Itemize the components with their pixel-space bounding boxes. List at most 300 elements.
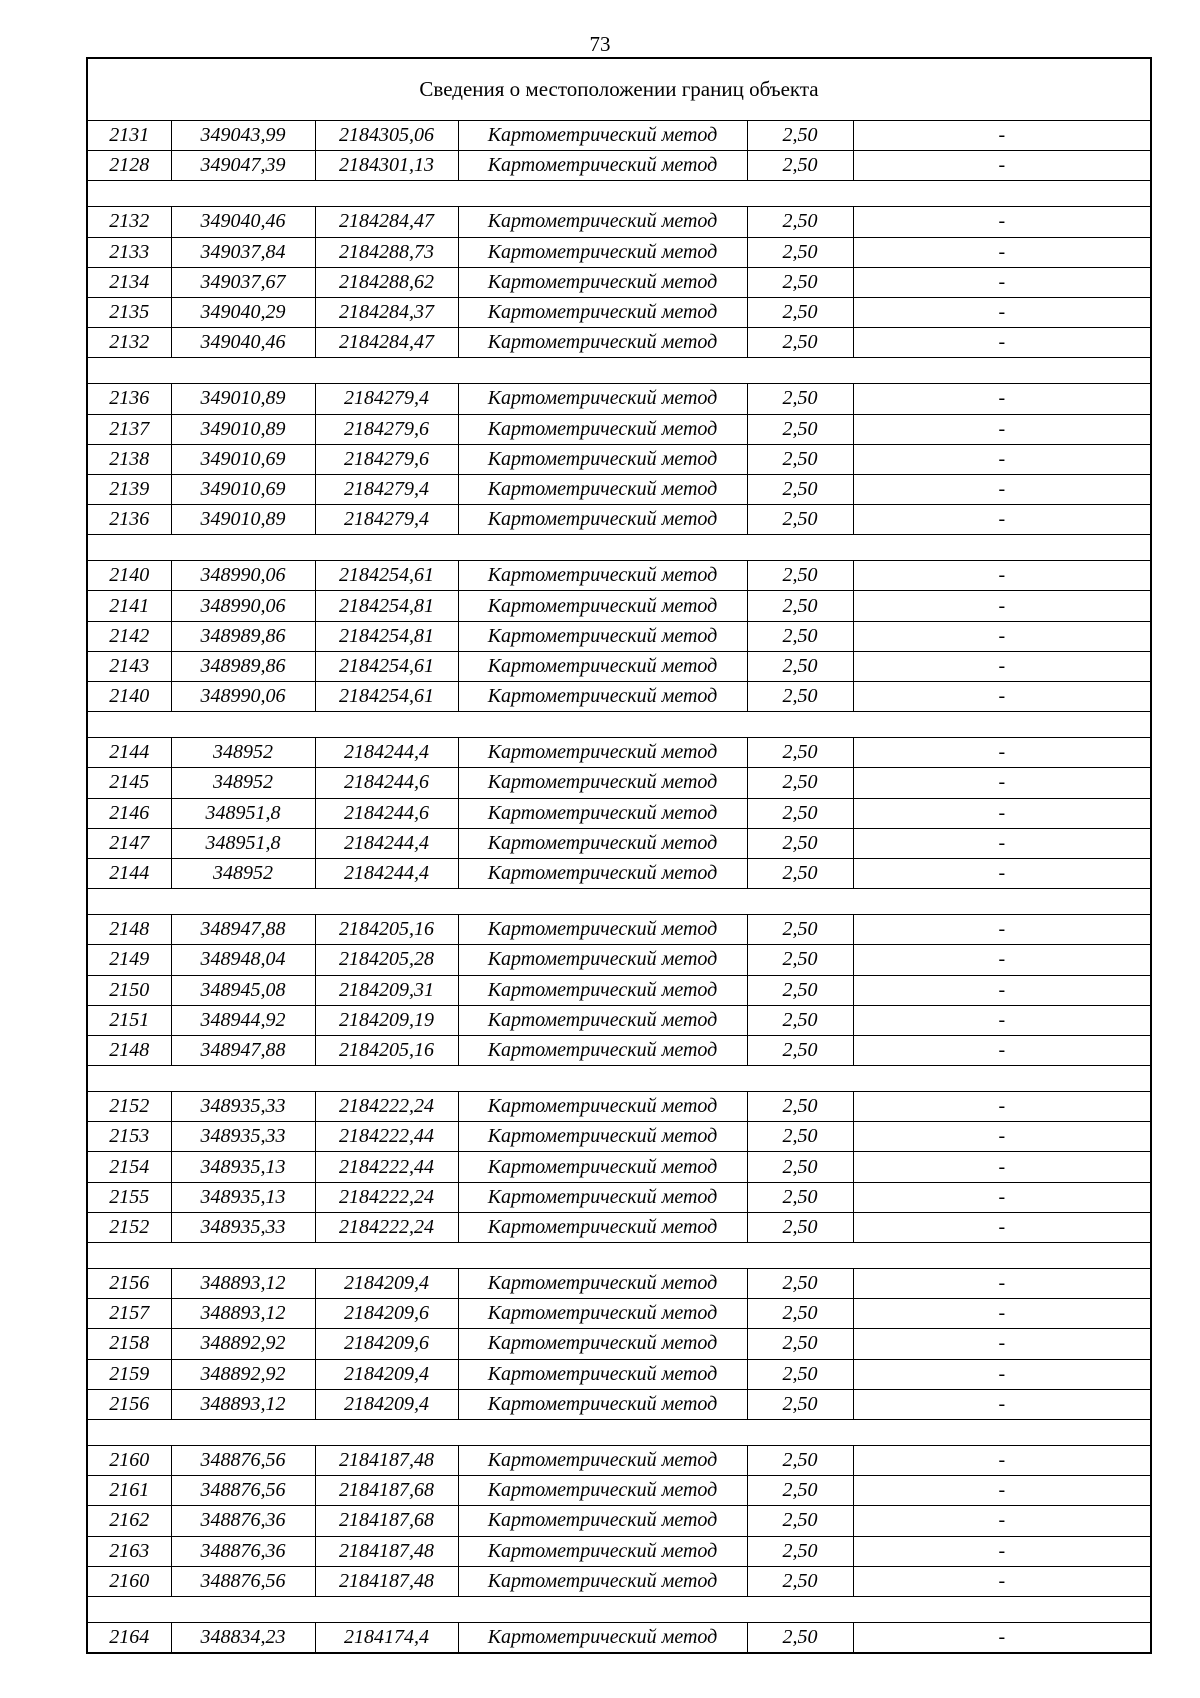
point-number-cell: 2135 — [87, 297, 171, 327]
accuracy-cell: 2,50 — [747, 768, 853, 798]
x-coordinate-cell: 348876,56 — [171, 1566, 315, 1596]
table-row — [87, 505, 1151, 535]
point-number-cell: 2132 — [87, 207, 171, 237]
note-cell: - — [853, 414, 1151, 444]
note-cell: - — [853, 858, 1151, 888]
accuracy-cell: 2,50 — [747, 1092, 853, 1122]
y-coordinate-cell: 2184254,81 — [315, 621, 458, 651]
note-cell: - — [853, 1212, 1151, 1242]
x-coordinate-cell: 349010,89 — [171, 384, 315, 414]
note-cell: - — [853, 828, 1151, 858]
spacer-row — [87, 1419, 1151, 1445]
spacer-cell — [87, 1066, 1151, 1092]
note-cell: - — [853, 207, 1151, 237]
note-cell: - — [853, 1269, 1151, 1299]
method-cell: Картометрический метод — [458, 1005, 747, 1035]
x-coordinate-cell: 348951,8 — [171, 798, 315, 828]
method-cell: Картометрический метод — [458, 1035, 747, 1065]
method-cell: Картометрический метод — [458, 768, 747, 798]
table-row — [87, 621, 1151, 651]
x-coordinate-cell: 348948,04 — [171, 945, 315, 975]
accuracy-cell: 2,50 — [747, 121, 853, 151]
spacer-row — [87, 181, 1151, 207]
y-coordinate-cell: 2184209,31 — [315, 975, 458, 1005]
point-number-cell: 2138 — [87, 444, 171, 474]
point-number-cell: 2151 — [87, 1005, 171, 1035]
spacer-row — [87, 358, 1151, 384]
spacer-row — [87, 712, 1151, 738]
accuracy-cell: 2,50 — [747, 798, 853, 828]
point-number-cell: 2137 — [87, 414, 171, 444]
table-row — [87, 207, 1151, 237]
method-cell: Картометрический метод — [458, 682, 747, 712]
y-coordinate-cell: 2184209,19 — [315, 1005, 458, 1035]
note-cell: - — [853, 1329, 1151, 1359]
table-row — [87, 297, 1151, 327]
y-coordinate-cell: 2184222,24 — [315, 1212, 458, 1242]
point-number-cell: 2158 — [87, 1329, 171, 1359]
note-cell: - — [853, 975, 1151, 1005]
x-coordinate-cell: 349037,67 — [171, 267, 315, 297]
table-row — [87, 561, 1151, 591]
method-cell: Картометрический метод — [458, 1122, 747, 1152]
note-cell: - — [853, 915, 1151, 945]
table-row — [87, 1566, 1151, 1596]
point-number-cell: 2156 — [87, 1269, 171, 1299]
y-coordinate-cell: 2184244,6 — [315, 798, 458, 828]
accuracy-cell: 2,50 — [747, 151, 853, 181]
note-cell: - — [853, 1476, 1151, 1506]
table-row — [87, 828, 1151, 858]
y-coordinate-cell: 2184305,06 — [315, 121, 458, 151]
accuracy-cell: 2,50 — [747, 1622, 853, 1653]
table-row — [87, 975, 1151, 1005]
point-number-cell: 2136 — [87, 384, 171, 414]
note-cell: - — [853, 474, 1151, 504]
note-cell: - — [853, 768, 1151, 798]
method-cell: Картометрический метод — [458, 328, 747, 358]
table-row — [87, 682, 1151, 712]
y-coordinate-cell: 2184222,24 — [315, 1182, 458, 1212]
accuracy-cell: 2,50 — [747, 444, 853, 474]
table-row — [87, 915, 1151, 945]
point-number-cell: 2128 — [87, 151, 171, 181]
y-coordinate-cell: 2184244,4 — [315, 858, 458, 888]
accuracy-cell: 2,50 — [747, 414, 853, 444]
point-number-cell: 2140 — [87, 682, 171, 712]
method-cell: Картометрический метод — [458, 444, 747, 474]
method-cell: Картометрический метод — [458, 1389, 747, 1419]
accuracy-cell: 2,50 — [747, 1269, 853, 1299]
accuracy-cell: 2,50 — [747, 505, 853, 535]
x-coordinate-cell: 348892,92 — [171, 1329, 315, 1359]
table-row — [87, 1122, 1151, 1152]
point-number-cell: 2136 — [87, 505, 171, 535]
y-coordinate-cell: 2184209,6 — [315, 1299, 458, 1329]
point-number-cell: 2156 — [87, 1389, 171, 1419]
note-cell: - — [853, 444, 1151, 474]
table-row — [87, 1005, 1151, 1035]
accuracy-cell: 2,50 — [747, 1389, 853, 1419]
note-cell: - — [853, 1035, 1151, 1065]
note-cell: - — [853, 1182, 1151, 1212]
point-number-cell: 2153 — [87, 1122, 171, 1152]
table-row — [87, 1152, 1151, 1182]
note-cell: - — [853, 1566, 1151, 1596]
x-coordinate-cell: 348876,56 — [171, 1476, 315, 1506]
accuracy-cell: 2,50 — [747, 828, 853, 858]
point-number-cell: 2144 — [87, 738, 171, 768]
y-coordinate-cell: 2184222,44 — [315, 1152, 458, 1182]
table-row — [87, 414, 1151, 444]
point-number-cell: 2141 — [87, 591, 171, 621]
note-cell: - — [853, 1445, 1151, 1475]
y-coordinate-cell: 2184279,4 — [315, 474, 458, 504]
x-coordinate-cell: 348951,8 — [171, 828, 315, 858]
table-row — [87, 1359, 1151, 1389]
x-coordinate-cell: 349043,99 — [171, 121, 315, 151]
spacer-cell — [87, 1419, 1151, 1445]
note-cell: - — [853, 1092, 1151, 1122]
table-row — [87, 1445, 1151, 1475]
method-cell: Картометрический метод — [458, 858, 747, 888]
table-row — [87, 768, 1151, 798]
method-cell: Картометрический метод — [458, 474, 747, 504]
x-coordinate-cell: 348834,23 — [171, 1622, 315, 1653]
x-coordinate-cell: 348990,06 — [171, 591, 315, 621]
accuracy-cell: 2,50 — [747, 945, 853, 975]
x-coordinate-cell: 348935,13 — [171, 1182, 315, 1212]
point-number-cell: 2160 — [87, 1445, 171, 1475]
x-coordinate-cell: 348989,86 — [171, 651, 315, 681]
y-coordinate-cell: 2184209,4 — [315, 1359, 458, 1389]
point-number-cell: 2144 — [87, 858, 171, 888]
note-cell: - — [853, 384, 1151, 414]
table-row — [87, 1389, 1151, 1419]
method-cell: Картометрический метод — [458, 621, 747, 651]
x-coordinate-cell: 349047,39 — [171, 151, 315, 181]
point-number-cell: 2133 — [87, 237, 171, 267]
table-row — [87, 945, 1151, 975]
y-coordinate-cell: 2184284,37 — [315, 297, 458, 327]
x-coordinate-cell: 348876,36 — [171, 1536, 315, 1566]
accuracy-cell: 2,50 — [747, 1359, 853, 1389]
table-row — [87, 591, 1151, 621]
method-cell: Картометрический метод — [458, 945, 747, 975]
spacer-row — [87, 535, 1151, 561]
x-coordinate-cell: 348952 — [171, 768, 315, 798]
point-number-cell: 2146 — [87, 798, 171, 828]
accuracy-cell: 2,50 — [747, 682, 853, 712]
note-cell: - — [853, 328, 1151, 358]
table-row — [87, 1212, 1151, 1242]
table-row — [87, 474, 1151, 504]
y-coordinate-cell: 2184222,44 — [315, 1122, 458, 1152]
note-cell: - — [853, 1122, 1151, 1152]
method-cell: Картометрический метод — [458, 1622, 747, 1653]
accuracy-cell: 2,50 — [747, 1536, 853, 1566]
method-cell: Картометрический метод — [458, 414, 747, 444]
y-coordinate-cell: 2184254,61 — [315, 682, 458, 712]
accuracy-cell: 2,50 — [747, 1005, 853, 1035]
accuracy-cell: 2,50 — [747, 1566, 853, 1596]
x-coordinate-cell: 348990,06 — [171, 561, 315, 591]
accuracy-cell: 2,50 — [747, 237, 853, 267]
y-coordinate-cell: 2184187,48 — [315, 1445, 458, 1475]
accuracy-cell: 2,50 — [747, 915, 853, 945]
table-row — [87, 1329, 1151, 1359]
table-row — [87, 1506, 1151, 1536]
table-row — [87, 328, 1151, 358]
y-coordinate-cell: 2184254,81 — [315, 591, 458, 621]
x-coordinate-cell: 348893,12 — [171, 1299, 315, 1329]
method-cell: Картометрический метод — [458, 207, 747, 237]
table-row — [87, 1536, 1151, 1566]
point-number-cell: 2148 — [87, 1035, 171, 1065]
method-cell: Картометрический метод — [458, 561, 747, 591]
table-row — [87, 1299, 1151, 1329]
x-coordinate-cell: 348952 — [171, 738, 315, 768]
spacer-row — [87, 1596, 1151, 1622]
table-row — [87, 444, 1151, 474]
method-cell: Картометрический метод — [458, 915, 747, 945]
method-cell: Картометрический метод — [458, 591, 747, 621]
table-row — [87, 151, 1151, 181]
accuracy-cell: 2,50 — [747, 207, 853, 237]
table-row — [87, 1269, 1151, 1299]
table-row — [87, 858, 1151, 888]
accuracy-cell: 2,50 — [747, 1299, 853, 1329]
y-coordinate-cell: 2184301,13 — [315, 151, 458, 181]
table-row — [87, 267, 1151, 297]
table-row — [87, 1092, 1151, 1122]
note-cell: - — [853, 1299, 1151, 1329]
point-number-cell: 2143 — [87, 651, 171, 681]
method-cell: Картометрический метод — [458, 384, 747, 414]
accuracy-cell: 2,50 — [747, 328, 853, 358]
y-coordinate-cell: 2184284,47 — [315, 328, 458, 358]
table-body — [87, 58, 1151, 1653]
spacer-row — [87, 1243, 1151, 1269]
accuracy-cell: 2,50 — [747, 975, 853, 1005]
accuracy-cell: 2,50 — [747, 1506, 853, 1536]
method-cell: Картометрический метод — [458, 505, 747, 535]
y-coordinate-cell: 2184205,16 — [315, 915, 458, 945]
accuracy-cell: 2,50 — [747, 297, 853, 327]
y-coordinate-cell: 2184279,4 — [315, 384, 458, 414]
method-cell: Картометрический метод — [458, 1269, 747, 1299]
accuracy-cell: 2,50 — [747, 384, 853, 414]
method-cell: Картометрический метод — [458, 1536, 747, 1566]
accuracy-cell: 2,50 — [747, 621, 853, 651]
method-cell: Картометрический метод — [458, 1445, 747, 1475]
x-coordinate-cell: 348990,06 — [171, 682, 315, 712]
method-cell: Картометрический метод — [458, 297, 747, 327]
x-coordinate-cell: 349010,89 — [171, 505, 315, 535]
x-coordinate-cell: 348952 — [171, 858, 315, 888]
page-number: 73 — [589, 32, 611, 56]
accuracy-cell: 2,50 — [747, 267, 853, 297]
point-number-cell: 2161 — [87, 1476, 171, 1506]
point-number-cell: 2149 — [87, 945, 171, 975]
point-number-cell: 2142 — [87, 621, 171, 651]
method-cell: Картометрический метод — [458, 151, 747, 181]
note-cell: - — [853, 121, 1151, 151]
spacer-cell — [87, 1596, 1151, 1622]
table-row — [87, 1622, 1151, 1653]
note-cell: - — [853, 1152, 1151, 1182]
x-coordinate-cell: 348945,08 — [171, 975, 315, 1005]
note-cell: - — [853, 738, 1151, 768]
x-coordinate-cell: 349040,46 — [171, 328, 315, 358]
note-cell: - — [853, 1506, 1151, 1536]
x-coordinate-cell: 348947,88 — [171, 1035, 315, 1065]
accuracy-cell: 2,50 — [747, 1329, 853, 1359]
spacer-cell — [87, 712, 1151, 738]
note-cell: - — [853, 151, 1151, 181]
x-coordinate-cell: 349040,29 — [171, 297, 315, 327]
y-coordinate-cell: 2184187,68 — [315, 1506, 458, 1536]
method-cell: Картометрический метод — [458, 267, 747, 297]
y-coordinate-cell: 2184187,68 — [315, 1476, 458, 1506]
point-number-cell: 2152 — [87, 1212, 171, 1242]
accuracy-cell: 2,50 — [747, 858, 853, 888]
y-coordinate-cell: 2184254,61 — [315, 651, 458, 681]
spacer-cell — [87, 358, 1151, 384]
method-cell: Картометрический метод — [458, 798, 747, 828]
method-cell: Картометрический метод — [458, 121, 747, 151]
y-coordinate-cell: 2184205,28 — [315, 945, 458, 975]
y-coordinate-cell: 2184205,16 — [315, 1035, 458, 1065]
y-coordinate-cell: 2184279,6 — [315, 444, 458, 474]
point-number-cell: 2160 — [87, 1566, 171, 1596]
method-cell: Картометрический метод — [458, 1299, 747, 1329]
note-cell: - — [853, 682, 1151, 712]
point-number-cell: 2154 — [87, 1152, 171, 1182]
point-number-cell: 2134 — [87, 267, 171, 297]
method-cell: Картометрический метод — [458, 1476, 747, 1506]
spacer-cell — [87, 181, 1151, 207]
accuracy-cell: 2,50 — [747, 651, 853, 681]
method-cell: Картометрический метод — [458, 1566, 747, 1596]
table-header-row — [87, 58, 1151, 121]
spacer-cell — [87, 1243, 1151, 1269]
spacer-cell — [87, 535, 1151, 561]
accuracy-cell: 2,50 — [747, 474, 853, 504]
table-row — [87, 1476, 1151, 1506]
note-cell: - — [853, 798, 1151, 828]
y-coordinate-cell: 2184284,47 — [315, 207, 458, 237]
point-number-cell: 2148 — [87, 915, 171, 945]
y-coordinate-cell: 2184174,4 — [315, 1622, 458, 1653]
point-number-cell: 2152 — [87, 1092, 171, 1122]
point-number-cell: 2150 — [87, 975, 171, 1005]
x-coordinate-cell: 348989,86 — [171, 621, 315, 651]
y-coordinate-cell: 2184279,6 — [315, 414, 458, 444]
method-cell: Картометрический метод — [458, 828, 747, 858]
point-number-cell: 2132 — [87, 328, 171, 358]
table-row — [87, 384, 1151, 414]
table-title: Сведения о местоположении границ объекта — [87, 58, 1151, 121]
note-cell: - — [853, 1622, 1151, 1653]
accuracy-cell: 2,50 — [747, 1035, 853, 1065]
point-number-cell: 2140 — [87, 561, 171, 591]
accuracy-cell: 2,50 — [747, 591, 853, 621]
note-cell: - — [853, 1359, 1151, 1389]
note-cell: - — [853, 297, 1151, 327]
x-coordinate-cell: 349010,69 — [171, 474, 315, 504]
x-coordinate-cell: 349010,89 — [171, 414, 315, 444]
point-number-cell: 2147 — [87, 828, 171, 858]
method-cell: Картометрический метод — [458, 1152, 747, 1182]
y-coordinate-cell: 2184209,4 — [315, 1389, 458, 1419]
spacer-row — [87, 1066, 1151, 1092]
y-coordinate-cell: 2184187,48 — [315, 1536, 458, 1566]
y-coordinate-cell: 2184244,4 — [315, 828, 458, 858]
x-coordinate-cell: 348876,36 — [171, 1506, 315, 1536]
x-coordinate-cell: 348935,33 — [171, 1092, 315, 1122]
note-cell: - — [853, 945, 1151, 975]
x-coordinate-cell: 348935,13 — [171, 1152, 315, 1182]
point-number-cell: 2155 — [87, 1182, 171, 1212]
accuracy-cell: 2,50 — [747, 1182, 853, 1212]
spacer-row — [87, 889, 1151, 915]
y-coordinate-cell: 2184222,24 — [315, 1092, 458, 1122]
accuracy-cell: 2,50 — [747, 561, 853, 591]
table-row — [87, 738, 1151, 768]
point-number-cell: 2157 — [87, 1299, 171, 1329]
point-number-cell: 2163 — [87, 1536, 171, 1566]
x-coordinate-cell: 348944,92 — [171, 1005, 315, 1035]
point-number-cell: 2131 — [87, 121, 171, 151]
y-coordinate-cell: 2184244,6 — [315, 768, 458, 798]
y-coordinate-cell: 2184209,4 — [315, 1269, 458, 1299]
table-row — [87, 1182, 1151, 1212]
x-coordinate-cell: 349037,84 — [171, 237, 315, 267]
x-coordinate-cell: 348893,12 — [171, 1389, 315, 1419]
method-cell: Картометрический метод — [458, 1092, 747, 1122]
table-row — [87, 798, 1151, 828]
accuracy-cell: 2,50 — [747, 1122, 853, 1152]
method-cell: Картометрический метод — [458, 237, 747, 267]
point-number-cell: 2159 — [87, 1359, 171, 1389]
method-cell: Картометрический метод — [458, 1182, 747, 1212]
accuracy-cell: 2,50 — [747, 1476, 853, 1506]
point-number-cell: 2145 — [87, 768, 171, 798]
accuracy-cell: 2,50 — [747, 738, 853, 768]
point-number-cell: 2162 — [87, 1506, 171, 1536]
method-cell: Картометрический метод — [458, 1359, 747, 1389]
x-coordinate-cell: 348935,33 — [171, 1122, 315, 1152]
x-coordinate-cell: 348935,33 — [171, 1212, 315, 1242]
note-cell: - — [853, 561, 1151, 591]
y-coordinate-cell: 2184288,73 — [315, 237, 458, 267]
y-coordinate-cell: 2184279,4 — [315, 505, 458, 535]
x-coordinate-cell: 348893,12 — [171, 1269, 315, 1299]
x-coordinate-cell: 349010,69 — [171, 444, 315, 474]
note-cell: - — [853, 237, 1151, 267]
table-row — [87, 1035, 1151, 1065]
accuracy-cell: 2,50 — [747, 1152, 853, 1182]
x-coordinate-cell: 348892,92 — [171, 1359, 315, 1389]
accuracy-cell: 2,50 — [747, 1212, 853, 1242]
note-cell: - — [853, 505, 1151, 535]
note-cell: - — [853, 591, 1151, 621]
note-cell: - — [853, 267, 1151, 297]
note-cell: - — [853, 621, 1151, 651]
x-coordinate-cell: 349040,46 — [171, 207, 315, 237]
note-cell: - — [853, 1005, 1151, 1035]
